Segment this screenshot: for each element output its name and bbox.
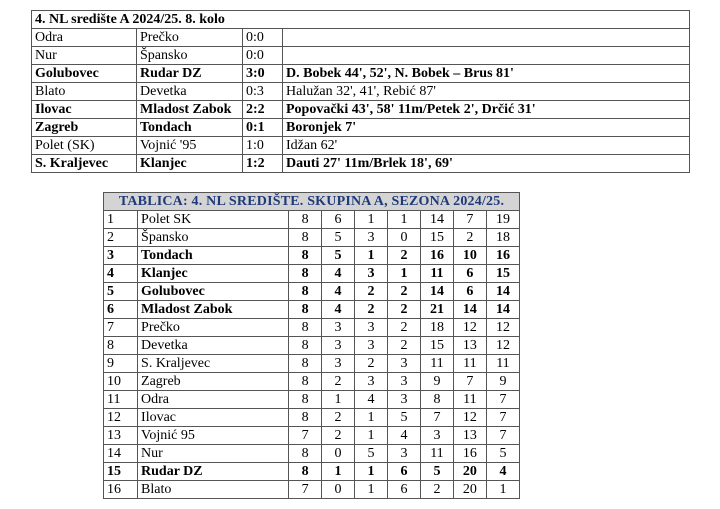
results-table xyxy=(31,10,690,173)
match-row xyxy=(32,101,690,119)
match-row xyxy=(32,83,690,101)
standing-wins: 3 xyxy=(322,319,355,337)
match-row xyxy=(32,137,690,155)
standing-draws: 3 xyxy=(355,373,388,391)
standings-title: TABLICA: 4. NL SREDIŠTE. SKUPINA A, SEZONA 2024/25. xyxy=(104,193,520,211)
standing-draws: 1 xyxy=(355,409,388,427)
standing-losses: 6 xyxy=(388,463,421,481)
standing-wins: 0 xyxy=(322,481,355,499)
standing-position: 16 xyxy=(104,481,138,499)
standings-row xyxy=(104,481,520,499)
standing-goals-for: 7 xyxy=(420,409,453,427)
standing-points: 19 xyxy=(486,211,519,229)
standing-wins: 2 xyxy=(322,373,355,391)
match-away-team: Vojnić '95 xyxy=(137,137,243,155)
standing-played: 8 xyxy=(289,301,322,319)
standing-points: 14 xyxy=(486,301,519,319)
match-score: 0:0 xyxy=(243,29,283,47)
match-away-team: Mladost Zabok xyxy=(137,101,243,119)
standing-wins: 1 xyxy=(322,391,355,409)
standing-position: 7 xyxy=(104,319,138,337)
standing-team: Blato xyxy=(138,481,289,499)
standing-wins: 1 xyxy=(322,463,355,481)
standings-row xyxy=(104,319,520,337)
standing-position: 8 xyxy=(104,337,138,355)
results-title: 4. NL središte A 2024/25. 8. kolo xyxy=(32,11,690,29)
results-body xyxy=(32,29,690,173)
match-score: 3:0 xyxy=(243,65,283,83)
match-row xyxy=(32,65,690,83)
standing-wins: 4 xyxy=(322,301,355,319)
match-row xyxy=(32,119,690,137)
standing-goals-for: 21 xyxy=(420,301,453,319)
standing-played: 8 xyxy=(289,355,322,373)
match-scorers: Idžan 62' xyxy=(283,137,690,155)
standing-team: Prečko xyxy=(138,319,289,337)
standing-played: 8 xyxy=(289,319,322,337)
standings-row xyxy=(104,409,520,427)
standing-goals-for: 11 xyxy=(420,355,453,373)
match-away-team: Devetka xyxy=(137,83,243,101)
match-away-team: Prečko xyxy=(137,29,243,47)
standing-goals-against: 20 xyxy=(453,463,486,481)
standing-goals-for: 18 xyxy=(420,319,453,337)
standing-losses: 2 xyxy=(388,319,421,337)
standing-team: Golubovec xyxy=(138,283,289,301)
standing-points: 12 xyxy=(486,319,519,337)
match-away-team: Špansko xyxy=(137,47,243,65)
standings-row xyxy=(104,391,520,409)
standing-played: 8 xyxy=(289,265,322,283)
standing-played: 7 xyxy=(289,427,322,445)
match-home-team: Polet (SK) xyxy=(32,137,137,155)
standing-position: 11 xyxy=(104,391,138,409)
standing-wins: 6 xyxy=(322,211,355,229)
match-scorers xyxy=(283,29,690,47)
standing-played: 8 xyxy=(289,445,322,463)
standings-row xyxy=(104,337,520,355)
standing-draws: 2 xyxy=(355,355,388,373)
standing-goals-against: 2 xyxy=(453,229,486,247)
standing-team: Vojnić 95 xyxy=(138,427,289,445)
standing-points: 1 xyxy=(486,481,519,499)
standing-played: 8 xyxy=(289,463,322,481)
standings-table xyxy=(103,192,520,499)
standing-goals-for: 8 xyxy=(420,391,453,409)
match-away-team: Rudar DZ xyxy=(137,65,243,83)
standing-points: 7 xyxy=(486,409,519,427)
standing-losses: 3 xyxy=(388,373,421,391)
match-score: 0:0 xyxy=(243,47,283,65)
standing-points: 16 xyxy=(486,247,519,265)
standing-losses: 4 xyxy=(388,427,421,445)
results-title-row xyxy=(32,11,690,29)
standing-goals-for: 15 xyxy=(420,229,453,247)
match-row xyxy=(32,47,690,65)
standing-goals-for: 16 xyxy=(420,247,453,265)
standing-losses: 2 xyxy=(388,337,421,355)
standing-losses: 1 xyxy=(388,211,421,229)
standing-losses: 2 xyxy=(388,247,421,265)
standing-played: 8 xyxy=(289,247,322,265)
standing-team: Ilovac xyxy=(138,409,289,427)
match-score: 2:2 xyxy=(243,101,283,119)
standing-draws: 2 xyxy=(355,301,388,319)
standing-goals-for: 5 xyxy=(420,463,453,481)
standing-wins: 5 xyxy=(322,229,355,247)
standing-losses: 3 xyxy=(388,445,421,463)
standings-row xyxy=(104,247,520,265)
standings-row xyxy=(104,355,520,373)
standing-played: 8 xyxy=(289,373,322,391)
standing-points: 7 xyxy=(486,427,519,445)
match-home-team: Ilovac xyxy=(32,101,137,119)
standing-draws: 3 xyxy=(355,319,388,337)
standing-team: S. Kraljevec xyxy=(138,355,289,373)
standing-losses: 6 xyxy=(388,481,421,499)
standing-position: 6 xyxy=(104,301,138,319)
standing-team: Polet SK xyxy=(138,211,289,229)
standing-goals-for: 9 xyxy=(420,373,453,391)
standing-team: Klanjec xyxy=(138,265,289,283)
match-scorers xyxy=(283,47,690,65)
match-scorers: Boronjek 7' xyxy=(283,119,690,137)
standing-goals-against: 6 xyxy=(453,265,486,283)
standing-wins: 5 xyxy=(322,247,355,265)
match-row xyxy=(32,29,690,47)
standing-position: 5 xyxy=(104,283,138,301)
match-home-team: Blato xyxy=(32,83,137,101)
standing-team: Odra xyxy=(138,391,289,409)
standing-position: 3 xyxy=(104,247,138,265)
standing-wins: 4 xyxy=(322,265,355,283)
standing-goals-against: 11 xyxy=(453,355,486,373)
standing-goals-against: 16 xyxy=(453,445,486,463)
standing-goals-for: 14 xyxy=(420,283,453,301)
standing-losses: 0 xyxy=(388,229,421,247)
standings-row xyxy=(104,463,520,481)
standing-team: Devetka xyxy=(138,337,289,355)
standing-draws: 1 xyxy=(355,481,388,499)
standing-draws: 3 xyxy=(355,265,388,283)
standing-goals-against: 14 xyxy=(453,301,486,319)
standing-draws: 2 xyxy=(355,283,388,301)
standing-wins: 2 xyxy=(322,427,355,445)
match-scorers: Halužan 32', 41', Rebić 87' xyxy=(283,83,690,101)
standing-team: Špansko xyxy=(138,229,289,247)
match-score: 0:3 xyxy=(243,83,283,101)
standing-points: 18 xyxy=(486,229,519,247)
standing-goals-against: 12 xyxy=(453,409,486,427)
standing-points: 9 xyxy=(486,373,519,391)
standing-points: 15 xyxy=(486,265,519,283)
standing-goals-against: 7 xyxy=(453,373,486,391)
standing-goals-for: 15 xyxy=(420,337,453,355)
match-scorers: D. Bobek 44', 52', N. Bobek – Brus 81' xyxy=(283,65,690,83)
standings-row xyxy=(104,265,520,283)
standing-losses: 1 xyxy=(388,265,421,283)
standing-goals-against: 13 xyxy=(453,337,486,355)
standing-wins: 2 xyxy=(322,409,355,427)
match-away-team: Tondach xyxy=(137,119,243,137)
match-score: 1:2 xyxy=(243,155,283,173)
standing-played: 8 xyxy=(289,229,322,247)
standing-played: 8 xyxy=(289,211,322,229)
standing-position: 15 xyxy=(104,463,138,481)
standing-position: 13 xyxy=(104,427,138,445)
standings-row xyxy=(104,283,520,301)
standing-position: 1 xyxy=(104,211,138,229)
standings-row xyxy=(104,211,520,229)
standing-points: 7 xyxy=(486,391,519,409)
standing-played: 8 xyxy=(289,337,322,355)
standing-position: 9 xyxy=(104,355,138,373)
standing-goals-for: 11 xyxy=(420,445,453,463)
standing-team: Nur xyxy=(138,445,289,463)
standing-points: 12 xyxy=(486,337,519,355)
standing-draws: 3 xyxy=(355,229,388,247)
standing-draws: 5 xyxy=(355,445,388,463)
standing-team: Tondach xyxy=(138,247,289,265)
standing-draws: 3 xyxy=(355,337,388,355)
standing-wins: 3 xyxy=(322,355,355,373)
standing-team: Zagreb xyxy=(138,373,289,391)
standings-row xyxy=(104,445,520,463)
standing-draws: 1 xyxy=(355,211,388,229)
standing-losses: 3 xyxy=(388,391,421,409)
standing-goals-against: 7 xyxy=(453,211,486,229)
standing-goals-for: 3 xyxy=(420,427,453,445)
standing-team: Rudar DZ xyxy=(138,463,289,481)
match-score: 1:0 xyxy=(243,137,283,155)
standing-played: 8 xyxy=(289,283,322,301)
standing-draws: 4 xyxy=(355,391,388,409)
standing-goals-against: 6 xyxy=(453,283,486,301)
standing-losses: 3 xyxy=(388,355,421,373)
match-scorers: Popovački 43', 58' 11m/Petek 2', Drčić 31' xyxy=(283,101,690,119)
match-home-team: Odra xyxy=(32,29,137,47)
standing-points: 14 xyxy=(486,283,519,301)
standings-body xyxy=(104,211,520,499)
standing-team: Mladost Zabok xyxy=(138,301,289,319)
match-away-team: Klanjec xyxy=(137,155,243,173)
match-row xyxy=(32,155,690,173)
match-home-team: Zagreb xyxy=(32,119,137,137)
standing-played: 8 xyxy=(289,391,322,409)
standing-wins: 0 xyxy=(322,445,355,463)
standing-position: 14 xyxy=(104,445,138,463)
match-home-team: Golubovec xyxy=(32,65,137,83)
standings-row xyxy=(104,301,520,319)
standing-losses: 2 xyxy=(388,301,421,319)
match-score: 0:1 xyxy=(243,119,283,137)
match-scorers: Dauti 27' 11m/Brlek 18', 69' xyxy=(283,155,690,173)
standing-draws: 1 xyxy=(355,427,388,445)
standing-wins: 4 xyxy=(322,283,355,301)
standing-points: 11 xyxy=(486,355,519,373)
standing-position: 10 xyxy=(104,373,138,391)
standing-goals-against: 13 xyxy=(453,427,486,445)
standing-points: 5 xyxy=(486,445,519,463)
standing-position: 2 xyxy=(104,229,138,247)
standing-goals-for: 2 xyxy=(420,481,453,499)
standing-draws: 1 xyxy=(355,463,388,481)
standing-goals-against: 10 xyxy=(453,247,486,265)
standings-row xyxy=(104,229,520,247)
standings-title-row xyxy=(104,193,520,211)
standing-goals-against: 11 xyxy=(453,391,486,409)
standing-wins: 3 xyxy=(322,337,355,355)
standing-goals-for: 11 xyxy=(420,265,453,283)
standing-played: 7 xyxy=(289,481,322,499)
standing-losses: 5 xyxy=(388,409,421,427)
match-home-team: Nur xyxy=(32,47,137,65)
standing-position: 4 xyxy=(104,265,138,283)
match-home-team: S. Kraljevec xyxy=(32,155,137,173)
standing-draws: 1 xyxy=(355,247,388,265)
standing-position: 12 xyxy=(104,409,138,427)
standing-goals-against: 12 xyxy=(453,319,486,337)
standings-row xyxy=(104,373,520,391)
standing-played: 8 xyxy=(289,409,322,427)
standing-goals-for: 14 xyxy=(420,211,453,229)
standing-goals-against: 20 xyxy=(453,481,486,499)
standings-row xyxy=(104,427,520,445)
standing-losses: 2 xyxy=(388,283,421,301)
standing-points: 4 xyxy=(486,463,519,481)
